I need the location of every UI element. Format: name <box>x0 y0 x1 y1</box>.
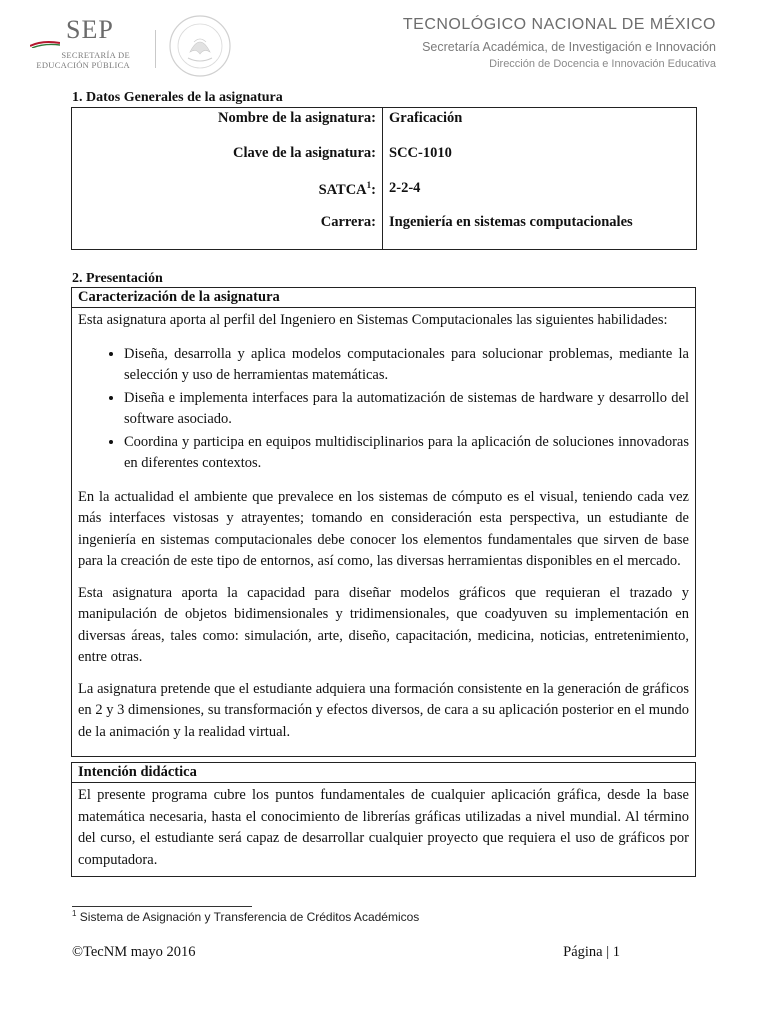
satca-label: SATCA <box>318 181 367 198</box>
sep-logo: SEP <box>66 15 114 44</box>
body-paragraph: Esta asignatura aporta la capacidad para diseñar modelos gráficos que requieran el trazado y manipulación de objetos bidimensionales y tridimensionales, que coadyuven su implementación en diversas áreas, tales como: simulación, arte, diseño, capacitación, medicina, noticias, entretenimiento, entre otras. <box>78 584 689 665</box>
institution-title: TECNOLÓGICO NACIONAL DE MÉXICO <box>402 16 716 33</box>
footnote <box>72 909 419 924</box>
general-data-table <box>71 107 697 250</box>
sep-logo-block <box>30 16 130 70</box>
institution-subtitle: Secretaría Académica, de Investigación e Innovación <box>422 40 716 54</box>
intencion-paragraph: El presente programa cubre los puntos fundamentales de cualquier aplicación gráfica, desde la base matemática necesaria, hasta el conocimiento de librerías gráficas utilizadas a nivel mundial. Al término del curso, el estudiante será capaz de desarrollar cualquier proyecto que requiera el uso de gráficos por computadora. <box>78 787 689 868</box>
footnote-divider <box>72 906 252 907</box>
row-label: Clave de la asignatura: <box>72 145 383 180</box>
table-row <box>72 145 697 180</box>
table-row <box>72 108 697 145</box>
institution-heading <box>403 16 716 70</box>
body-paragraph: En la actualidad el ambiente que prevalece en los sistemas de cómputo es el visual, teniendo cada vez más interfaces vistosas y atrayentes; tomando en consideración esta perspectiva, un estudiante de ingeniería en sistemas computacionales debe conocer los elementos fundamentales que sirven de base para la creación de este tipo de entornos, así como, las diversas herramientas disponibles en el mercado. <box>78 488 689 569</box>
sep-subtitle-line-2: EDUCACIÓN PÚBLICA <box>36 60 130 70</box>
list-item: • Coordina y participa en equipos multidisciplinarios para la aplicación de soluciones innovadoras en diferentes contextos. <box>124 432 689 475</box>
row-value: Ingeniería en sistemas computacionales <box>389 214 633 231</box>
header-divider <box>155 30 156 68</box>
footnote-mark: 1 <box>72 909 77 918</box>
footer-page-number: Página | 1 <box>563 944 620 960</box>
intencion-body <box>72 783 695 887</box>
intencion-heading: Intención didáctica <box>72 763 695 783</box>
institution-department: Dirección de Docencia e Innovación Educativa <box>489 58 716 70</box>
body-paragraph: La asignatura pretende que el estudiante adquiera una formación consistente en la generación de gráficos en 2 y 3 dimensiones, su transformación y efectos diversos, de cara a su aplicación posterior en el mundo de la animación y la realidad virtual. <box>78 680 689 740</box>
row-label <box>72 180 383 215</box>
section-2-title: 2. Presentación <box>72 271 163 286</box>
table-row <box>72 180 697 215</box>
caracterizacion-body <box>72 308 695 759</box>
caracterizacion-heading: Caracterización de la asignatura <box>72 288 695 308</box>
skills-list <box>78 344 689 475</box>
list-item: • Diseña e implementa interfaces para la automatización de sistemas de hardware y desarrollo del software asociado. <box>124 388 689 431</box>
footnote-ref: 1 <box>366 179 372 190</box>
footer-copyright: ©TecNM mayo 2016 <box>72 944 196 960</box>
intro-paragraph: Esta asignatura aporta al perfil del Ingeniero en Sistemas Computacionales las siguientes habilidades: <box>78 312 668 328</box>
section-1-title: 1. Datos Generales de la asignatura <box>72 90 283 105</box>
row-value: Graficación <box>389 110 463 126</box>
mexico-seal-icon <box>168 14 232 78</box>
sep-swoosh-icon <box>30 40 60 48</box>
row-value: 2-2-4 <box>389 179 421 196</box>
row-value: SCC-1010 <box>389 144 452 161</box>
row-label: Carrera: <box>72 214 383 249</box>
table-row <box>72 214 697 249</box>
list-item: • Diseña, desarrolla y aplica modelos computacionales para solucionar problemas, mediante la selección y uso de herramientas matemáticas. <box>124 344 689 387</box>
footnote-text: Sistema de Asignación y Transferencia de Créditos Académicos <box>76 910 420 924</box>
sep-subtitle <box>30 50 130 70</box>
satca-colon: : <box>371 181 376 198</box>
sep-subtitle-line-1: SECRETARÍA DE <box>61 50 130 60</box>
caracterizacion-box <box>71 287 696 757</box>
intencion-box <box>71 762 696 877</box>
row-label: Nombre de la asignatura: <box>72 108 383 145</box>
document-header <box>0 0 768 90</box>
